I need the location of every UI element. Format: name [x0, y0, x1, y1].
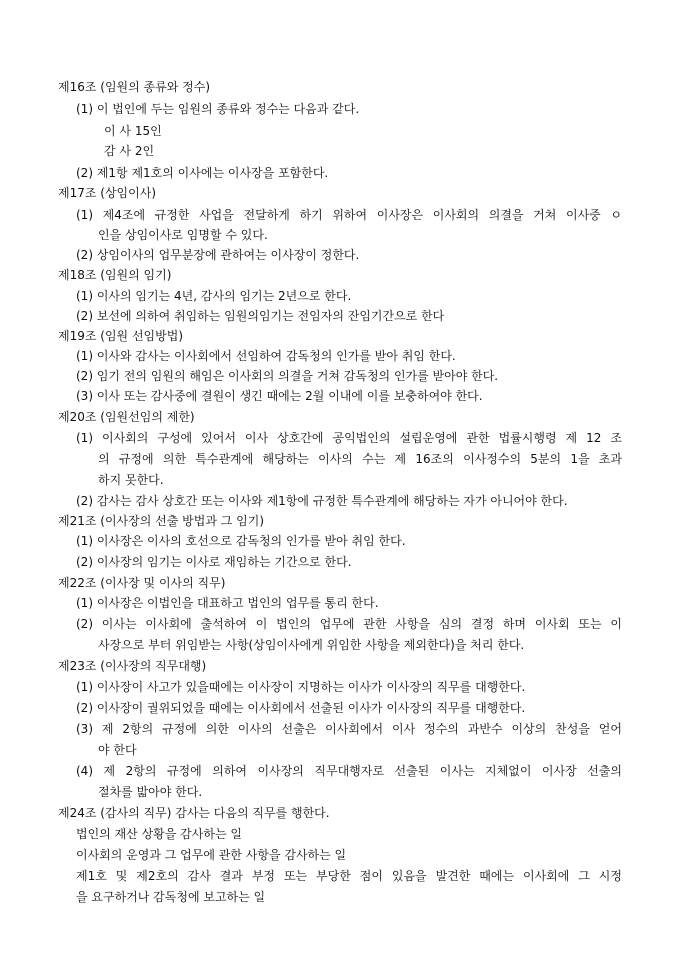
article-19-para-3: (3) 이사 또는 감사중에 결원이 생긴 때에는 2월 이내에 이를 보충하여야 한다.	[76, 389, 483, 403]
article-22-para-2: (2) 이사는 이사회에 출석하여 이 법인의 업무에 관한 사항을 심의 결정 하며 이사회 또는 이	[76, 617, 622, 631]
article-17-para-1: (1) 제4조에 규정한 사업을 전달하게 하기 위하여 이사장은 이사회의 의결을 거쳐 이사중 ㅇ	[76, 208, 622, 222]
article-19-para-1: (1) 이사와 감사는 이사회에서 선임하여 감독청의 인가를 받아 취임 한다.	[76, 349, 456, 363]
article-24-item-1: 법인의 재산 상황을 감사하는 일	[76, 827, 242, 841]
article-17-heading: 제17조 (상임이사)	[58, 186, 156, 200]
article-21-para-1: (1) 이사장은 이사의 호선으로 감독청의 인가를 받아 취임 한다.	[76, 534, 406, 548]
article-18-para-2: (2) 보선에 의하여 취임하는 임원의임기는 전임자의 잔임기간으로 한다	[76, 309, 445, 323]
article-23-para-4: (4) 제 2항의 규정에 의하여 이사장의 직무대행자로 선출된 이사는 지체없이 이사장 선출의	[76, 764, 622, 778]
article-23-para-3-cont: 야 한다	[98, 743, 137, 757]
article-21-para-2: (2) 이사장의 임기는 이사로 재임하는 기간으로 한다.	[76, 555, 352, 569]
article-16-para-1: (1) 이 법인에 두는 임원의 종류와 정수는 다음과 같다.	[76, 102, 360, 116]
article-24-heading: 제24조 (감사의 직무) 감사는 다음의 직무를 행한다.	[58, 806, 330, 820]
article-19-para-2: (2) 임기 전의 임원의 해임은 이사회의 의결을 거쳐 감독청의 인가를 받아야 한다.	[76, 369, 499, 383]
article-23-para-3: (3) 제 2항의 규정에 의한 이사의 선출은 이사회에서 이사 정수의 과반수 이상의 찬성을 얻어	[76, 722, 622, 736]
article-19-heading: 제19조 (임원 선임방법)	[58, 329, 183, 343]
article-16-item-1: 이 사 15인	[104, 124, 162, 138]
article-20-para-1: (1) 이사회의 구성에 있어서 이사 상호간에 공익법인의 설립운영에 관한 법률시행령 제 12 조	[76, 431, 622, 445]
article-18-para-1: (1) 이사의 임기는 4년, 감사의 임기는 2년으로 한다.	[76, 289, 352, 303]
article-20-para-2: (2) 감사는 감사 상호간 또는 이사와 제1항에 규정한 특수관계에 해당하는 자가 아니어야 한다.	[76, 494, 568, 508]
article-21-heading: 제21조 (이사장의 선출 방법과 그 임기)	[58, 514, 264, 528]
article-18-heading: 제18조 (임원의 임기)	[58, 268, 172, 282]
article-20-para-1-end: 하지 못한다.	[98, 473, 164, 487]
article-24-item-3-cont: 을 요구하거나 감독청에 보고하는 일	[76, 890, 266, 904]
article-22-heading: 제22조 (이사장 및 이사의 직무)	[58, 576, 226, 590]
article-16-item-2: 감 사 2인	[104, 144, 155, 158]
article-22-para-1: (1) 이사장은 이법인을 대표하고 법인의 업무를 통리 한다.	[76, 596, 379, 610]
article-17-para-2: (2) 상임이사의 업무분장에 관하여는 이사장이 정한다.	[76, 248, 360, 262]
article-23-para-2: (2) 이사장이 궐위되었을 때에는 이사회에서 선출된 이사가 이사장의 직무를 대행한다.	[76, 701, 526, 715]
article-22-para-2-cont: 사장으로 부터 위임받는 사항(상임이사에게 위임한 사항을 제외한다)을 처리 한다.	[98, 638, 525, 652]
article-23-heading: 제23조 (이사장의 직무대행)	[58, 659, 207, 673]
article-24-item-3: 제1호 및 제2호의 감사 결과 부정 또는 부당한 점이 있음을 발견한 때에는 이사회에 그 시정	[76, 869, 622, 883]
article-24-item-2: 이사회의 운영과 그 업무에 관한 사항을 감사하는 일	[76, 848, 347, 862]
article-20-para-1-cont: 의 규정에 의한 특수관계에 해당하는 이사의 수는 제 16조의 이사정수의 5분의 1을 초과	[98, 452, 622, 466]
article-20-heading: 제20조 (임원선임의 제한)	[58, 410, 195, 424]
article-16-para-2: (2) 제1항 제1호의 이사에는 이사장을 포함한다.	[76, 166, 329, 180]
article-23-para-1: (1) 이사장이 사고가 있을때에는 이사장이 지명하는 이사가 이사장의 직무를 대행한다.	[76, 680, 526, 694]
article-16-heading: 제16조 (임원의 종류와 정수)	[58, 80, 210, 94]
article-17-para-1-cont: 인을 상임이사로 임명할 수 있다.	[98, 228, 268, 242]
article-23-para-4-cont: 절차를 밟아야 한다.	[98, 785, 203, 799]
